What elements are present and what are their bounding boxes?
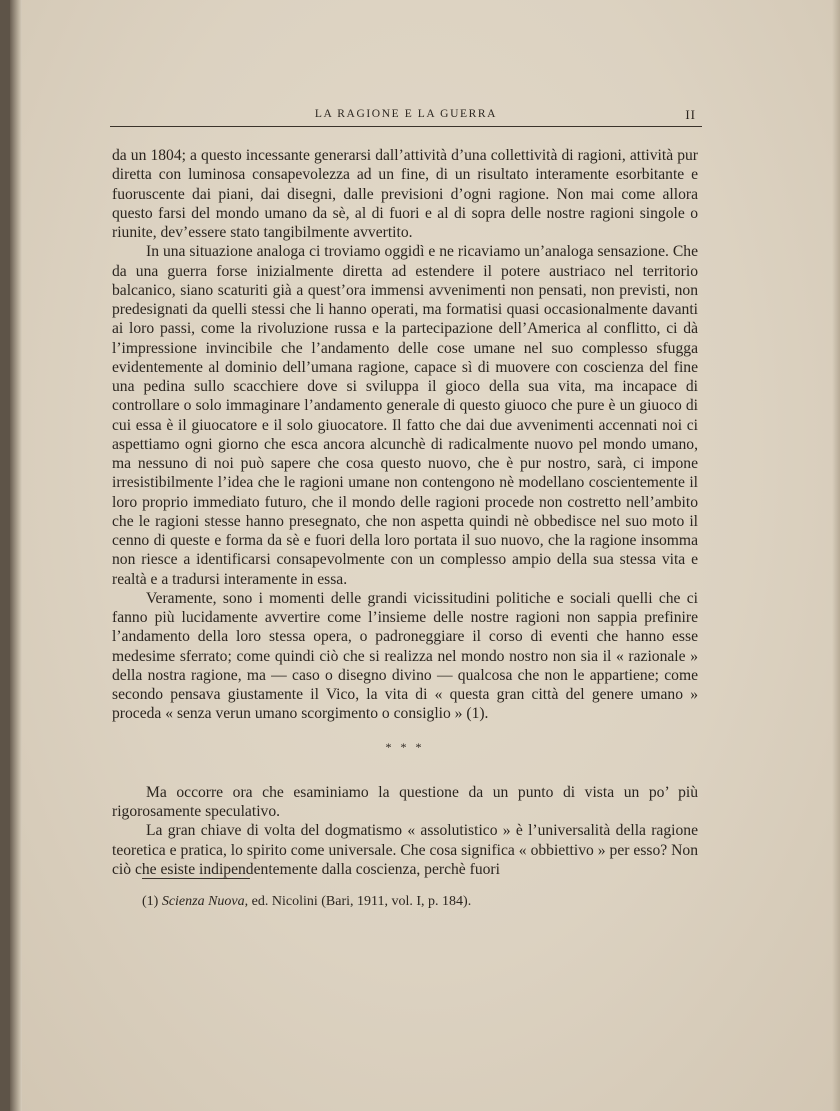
paragraph: La gran chiave di volta del dogmatismo « assolutistico » è l’universalità della ragione teoretica e pratica, lo spirito come universale. Che cosa significa « obbiettivo » per esso? Non ciò che esiste indipendentemente dalla coscienza, perchè fuori bbox=[112, 822, 698, 878]
running-title: LA RAGIONE E LA GUERRA bbox=[314, 108, 498, 120]
page-number: II bbox=[685, 107, 696, 122]
footnote bbox=[142, 893, 702, 911]
footnote-rule bbox=[142, 878, 250, 879]
paragraph: Ma occorre ora che esaminiamo la questione da un punto di vista un po’ più rigorosamente speculativo. bbox=[112, 783, 698, 820]
footnote-citation: , ed. Nicolini (Bari, 1911, vol. I, p. 184). bbox=[244, 894, 472, 909]
paragraph: In una situazione analoga ci troviamo oggidì e ne ricaviamo un’analoga sensazione. Che da una guerra forse inizialmente diretta ad estendere il potere austriaco nel territorio balcanico, siano scaturiti già a quest’ora immensi avvenimenti non pensati, non previsti, non predesignati da quelli stessi che li hanno operati, ma formatisi quasi occasionalmente davanti ai loro passi, come la rivoluzione russa e la partecipazione dell’America al conflitto, ci dà l’impressione invincibile che l’andamento delle cose umane nel suo complesso sfugga evidentemente al dominio dell’umana ragione, capace sì di muovere con coscienza del fine una pedina sullo scacchiere dove si sviluppa il gioco della sua vita, ma incapace di controllare o solo immaginare l’andamento generale di questo giuoco che pure è un giuoco di cui essa è il giuocatore e il solo giuocatore. Il fatto che dai due avvenimenti accennati noi ci aspettiamo ogni giorno che esca ancora alcunchè di radicalmente nuovo pel mondo umano, ma nessuno di noi può sapere che cosa questo nuovo, che è pur nostro, sarà, ci impone irresistibilmente l’idea che le ragioni umane non contengono nè modellano coscientemente il loro proprio immediato futuro, che il mondo delle ragioni procede non costretto nell’ambito che le ragioni stesse hanno presegnato, che non aspetta quindi nè obbedisce nel suo moto il cenno di queste e forma da sè e fuori della loro portata il suo nuovo, che la ragione insomma non riesce a identificarsi consapevolmente con un complesso ampio della sua stessa vita e realtà e a tradursi interamente in essa. bbox=[112, 243, 698, 588]
page-edge bbox=[832, 0, 840, 1111]
footnote-marker: (1) bbox=[142, 894, 159, 909]
binding-shadow bbox=[10, 0, 22, 1111]
section-break: * * * bbox=[385, 739, 425, 754]
paragraph: Veramente, sono i momenti delle grandi vicissitudini politiche e sociali quelli che ci fanno più lucidamente avvertire come l’insieme delle nostre ragioni non sappia prefinire l’andamento della loro stessa opera, o padroneggiare il corso di eventi che hanno esse medesime sferrato; come quindi ciò che si realizza nel mondo nostro non sia il « razionale » della nostra ragione, ma — caso o disegno divino — qualcosa che non le appartiene; come secondo pensava giustamente il Vico, la vita di « questa gran città del genere umano » proceda « senza verun umano scorgimento o consiglio » (1). bbox=[112, 589, 698, 723]
running-header bbox=[110, 108, 702, 127]
paragraph: da un 1804; a questo incessante generarsi dall’attività d’una collettività di ragioni, attività pur diretta con luminosa consapevolezza ad un fine, di un risultato interamente esorbitante e fuoruscente dai piani, dai disegni, dalle previsioni d’ogni ragione. Non mai come allora questo farsi del mondo umano da sè, al di fuori e al di sopra delle nostre ragioni singole o riunite, dev’essere stato tangibilmente avvertito. bbox=[112, 147, 698, 241]
book-page bbox=[10, 0, 840, 1111]
footnote-title: Scienza Nuova bbox=[161, 894, 245, 909]
body-text bbox=[112, 146, 698, 879]
